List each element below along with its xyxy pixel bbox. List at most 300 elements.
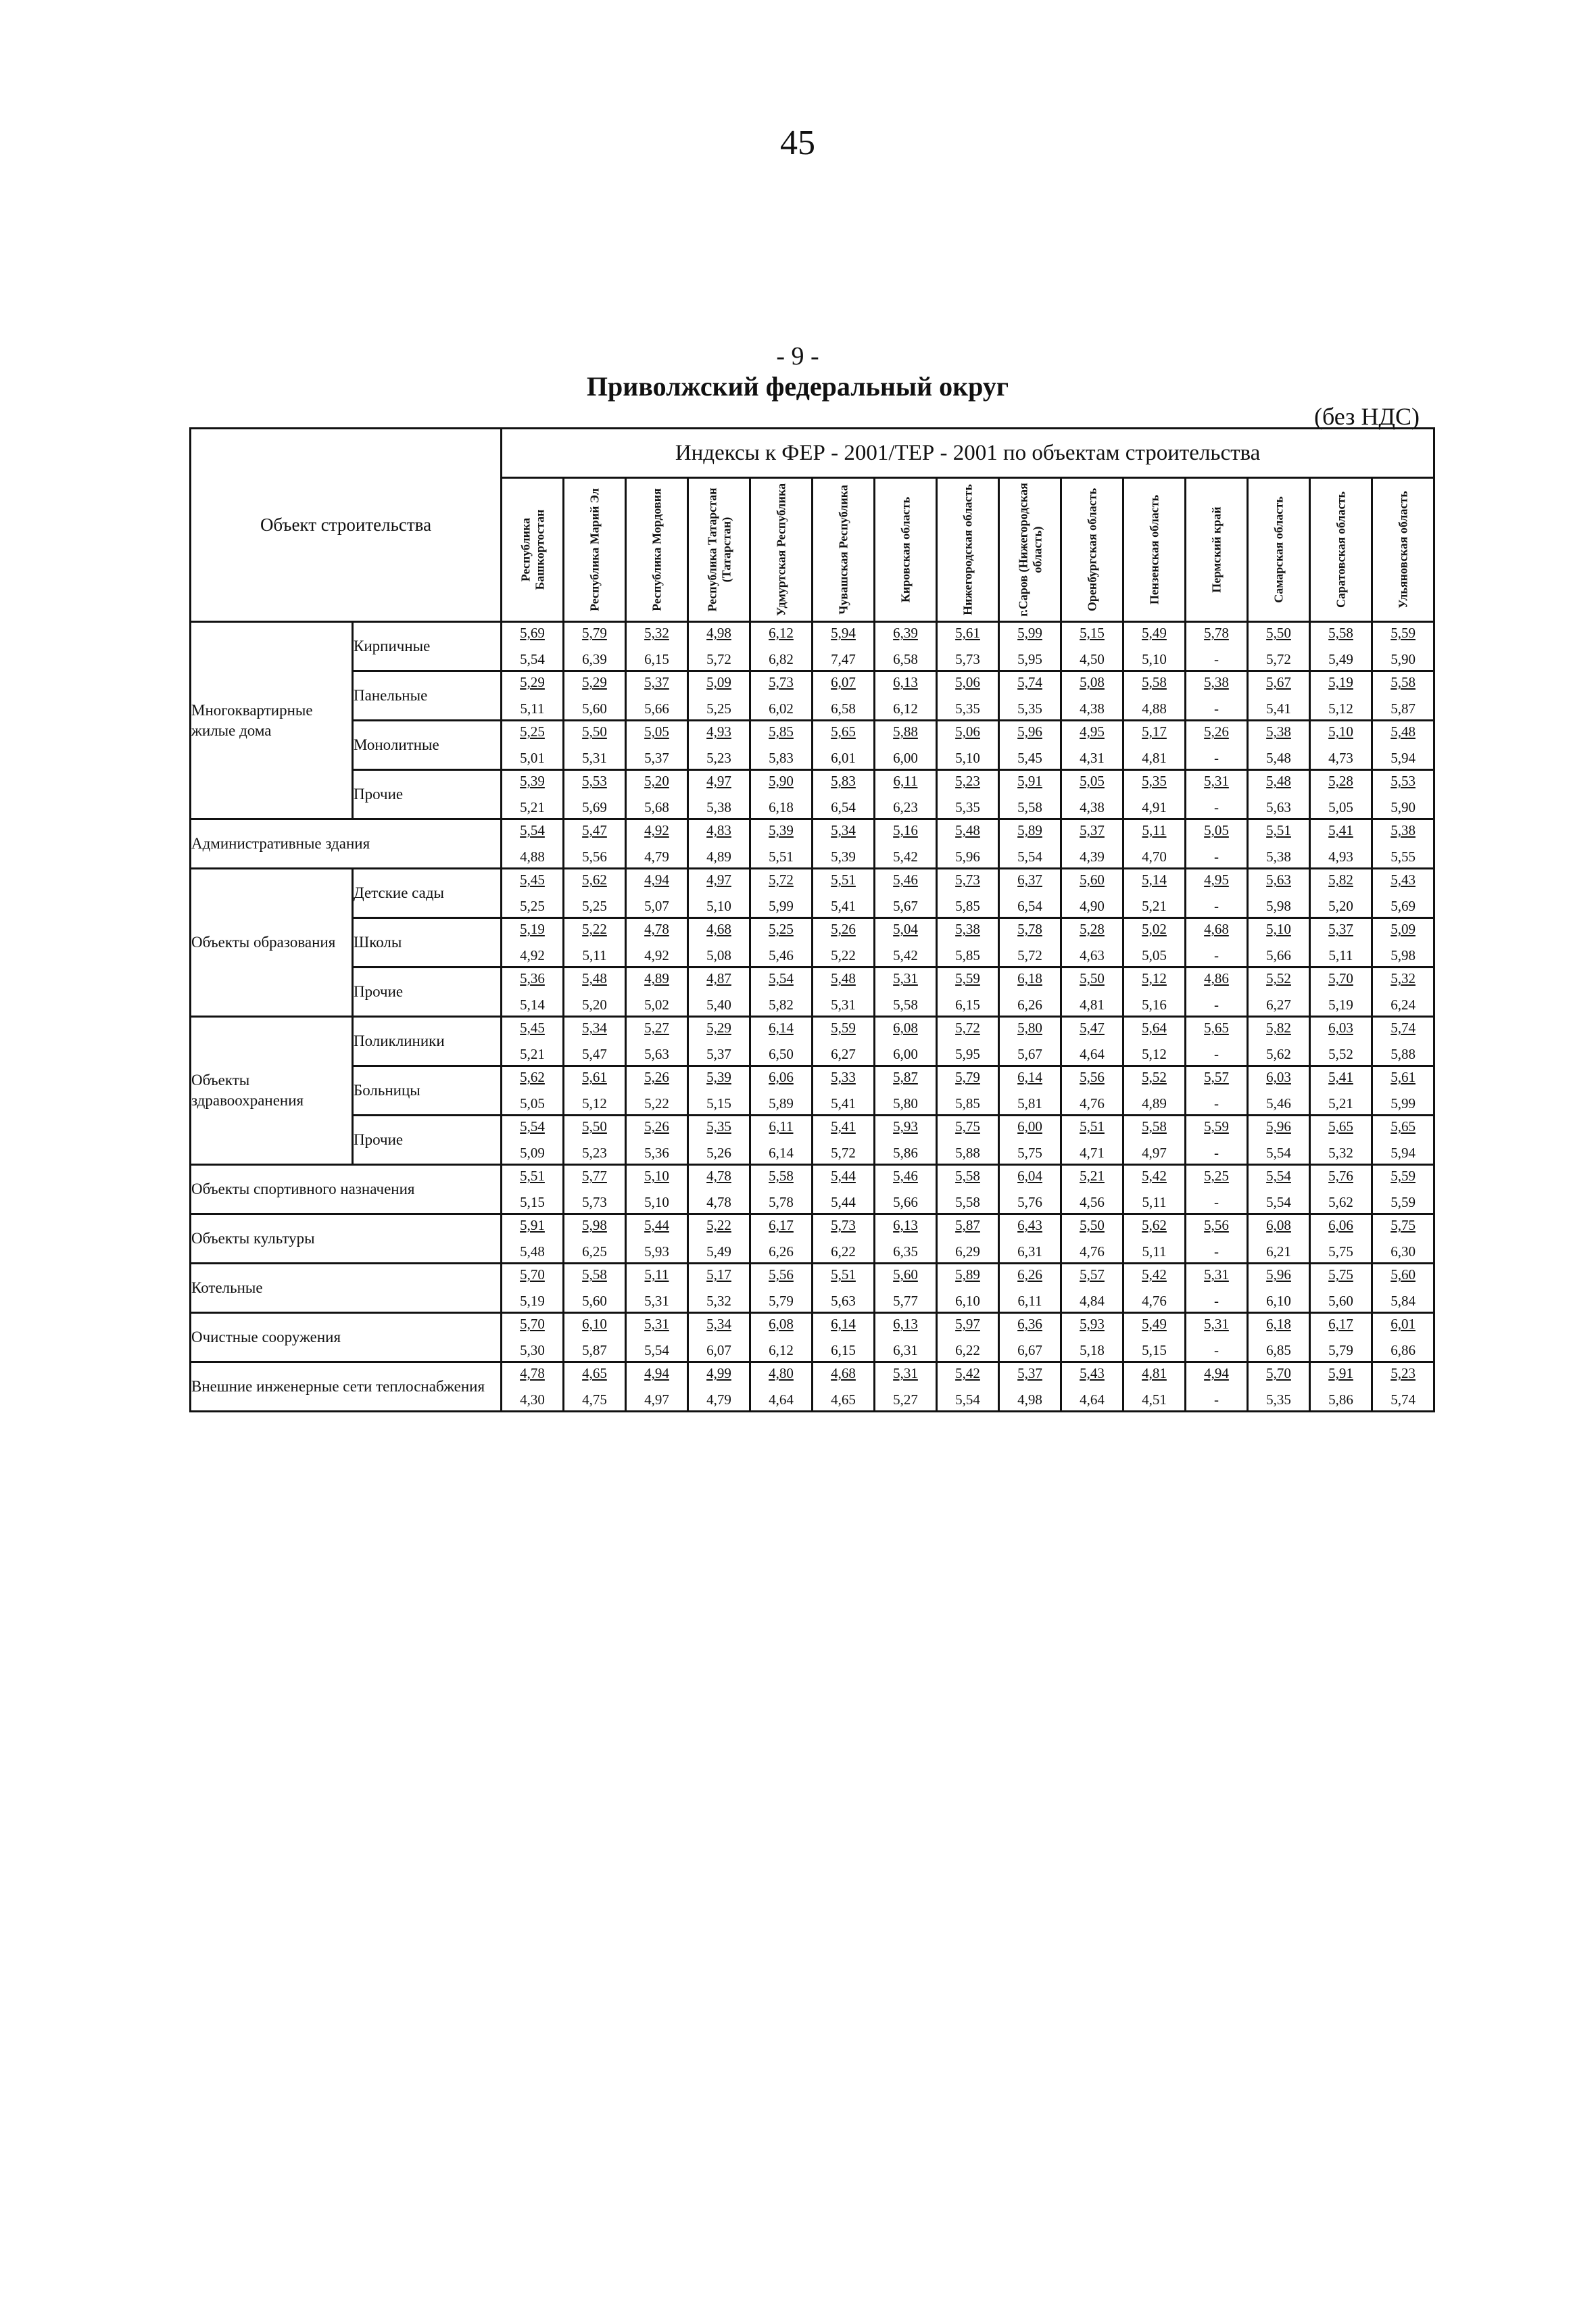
index-value-bottom: 5,02 — [644, 997, 669, 1013]
index-cell — [1061, 1165, 1123, 1214]
index-cell — [750, 1313, 813, 1362]
index-cell — [1123, 819, 1186, 869]
index-cell — [999, 1362, 1061, 1412]
index-cell — [1123, 1116, 1186, 1165]
index-value-bottom: 5,12 — [582, 1095, 607, 1112]
object-header: Объект строительства — [191, 429, 502, 622]
index-value-top: 5,47 — [1080, 1020, 1105, 1036]
object-subtype: Поликлиники — [353, 1017, 502, 1066]
index-value-top: 5,25 — [1204, 1168, 1229, 1184]
index-value-bottom: 5,67 — [1017, 1046, 1042, 1062]
index-value-top: 5,19 — [520, 921, 545, 937]
index-value-bottom: 5,15 — [1142, 1342, 1167, 1358]
index-value-top: 6,00 — [1017, 1118, 1042, 1135]
index-value-bottom: 4,76 — [1080, 1243, 1105, 1260]
index-cell — [1061, 1264, 1123, 1313]
index-value-bottom: 5,54 — [520, 651, 545, 667]
index-value-top: 5,21 — [1080, 1168, 1105, 1184]
index-value-top: 6,18 — [1266, 1316, 1291, 1332]
index-value-bottom: 5,40 — [706, 997, 731, 1013]
index-value-top: 6,04 — [1017, 1168, 1042, 1184]
index-cell — [813, 869, 875, 918]
index-value-top: 5,38 — [1391, 822, 1416, 838]
index-cell — [1310, 1264, 1372, 1313]
index-value-bottom: 5,88 — [1391, 1046, 1416, 1062]
index-value-bottom: 5,41 — [831, 898, 856, 914]
index-value-bottom: 5,54 — [1266, 1194, 1291, 1210]
index-value-bottom: 4,88 — [520, 849, 545, 865]
vat-note: (без НДС) — [1313, 403, 1420, 430]
index-value-bottom: 5,51 — [769, 849, 794, 865]
index-cell — [1248, 968, 1310, 1017]
index-cell — [1248, 671, 1310, 721]
index-value-top: 4,86 — [1204, 970, 1229, 986]
index-value-bottom: 5,99 — [769, 898, 794, 914]
index-value-bottom: 5,49 — [706, 1243, 731, 1260]
index-value-top: 5,61 — [582, 1069, 607, 1085]
index-cell — [688, 819, 750, 869]
index-value-bottom: 4,51 — [1142, 1391, 1167, 1408]
index-value-bottom: 6,10 — [1266, 1293, 1291, 1309]
index-value-top: 6,11 — [769, 1118, 794, 1135]
index-value-top: 5,04 — [893, 921, 918, 937]
index-value-top: 5,96 — [1266, 1118, 1291, 1135]
index-value-bottom: 5,37 — [644, 750, 669, 766]
index-value-bottom: 5,60 — [582, 700, 607, 717]
index-value-bottom: 4,92 — [520, 947, 545, 963]
index-cell — [875, 1116, 937, 1165]
index-value-bottom: 6,58 — [831, 700, 856, 717]
index-cell — [626, 671, 688, 721]
index-value-top: 5,44 — [644, 1217, 669, 1233]
index-value-bottom: 5,54 — [1017, 849, 1042, 865]
index-value-top: 5,46 — [893, 872, 918, 888]
index-value-bottom: 6,12 — [769, 1342, 794, 1358]
index-value-top: 5,14 — [1142, 872, 1167, 888]
index-cell — [1186, 869, 1248, 918]
table-row — [191, 721, 1434, 770]
index-cell — [688, 869, 750, 918]
index-value-bottom: 6,39 — [582, 651, 607, 667]
index-value-top: 6,10 — [582, 1316, 607, 1332]
index-cell — [564, 869, 626, 918]
object-group: Объекты здравоохранения — [191, 1017, 353, 1165]
index-value-top: 5,31 — [893, 1365, 918, 1381]
index-value-bottom: 4,64 — [1080, 1046, 1105, 1062]
index-cell — [688, 1264, 750, 1313]
index-value-top: 6,13 — [893, 1217, 918, 1233]
index-cell — [1186, 1165, 1248, 1214]
index-value-bottom: 5,72 — [1266, 651, 1291, 667]
index-value-bottom: 4,38 — [1080, 799, 1105, 815]
index-value-top: 5,51 — [831, 872, 856, 888]
index-value-top: 5,58 — [955, 1168, 980, 1184]
index-value-bottom: 5,44 — [831, 1194, 856, 1210]
index-value-top: 5,88 — [893, 723, 918, 740]
index-value-top: 5,45 — [520, 1020, 545, 1036]
index-cell — [688, 968, 750, 1017]
index-value-bottom: 6,54 — [1017, 898, 1042, 914]
object-subtype: Монолитные — [353, 721, 502, 770]
index-cell — [1248, 622, 1310, 671]
index-value-bottom: 6,26 — [1017, 997, 1042, 1013]
index-value-bottom: 5,98 — [1391, 947, 1416, 963]
index-cell — [750, 622, 813, 671]
index-value-bottom: 4,88 — [1142, 700, 1167, 717]
index-value-top: 5,20 — [644, 773, 669, 789]
index-value-bottom: 5,86 — [1328, 1391, 1353, 1408]
object-subtype: Прочие — [353, 1116, 502, 1165]
index-value-top: 5,60 — [893, 1266, 918, 1283]
index-value-top: 6,07 — [831, 674, 856, 690]
index-value-top: 5,41 — [1328, 1069, 1353, 1085]
index-value-bottom: 5,35 — [955, 700, 980, 717]
index-value-bottom: 4,65 — [831, 1391, 856, 1408]
index-value-bottom: 6,54 — [831, 799, 856, 815]
index-value-bottom: 5,69 — [582, 799, 607, 815]
index-value-bottom: 5,96 — [955, 849, 980, 865]
index-value-top: 5,49 — [1142, 1316, 1167, 1332]
index-value-bottom: 5,54 — [955, 1391, 980, 1408]
index-value-top: 6,13 — [893, 1316, 918, 1332]
index-cell — [1310, 1214, 1372, 1264]
index-value-top: 5,87 — [893, 1069, 918, 1085]
index-cell — [875, 1165, 937, 1214]
region-label: Республика Мордовия — [650, 488, 664, 611]
index-value-bottom: 5,11 — [520, 700, 545, 717]
region-header — [626, 478, 688, 622]
region-label: Республика Марий Эл — [587, 487, 602, 612]
index-value-top: 5,45 — [520, 872, 545, 888]
index-value-top: 5,43 — [1080, 1365, 1105, 1381]
index-value-bottom: 4,98 — [1017, 1391, 1042, 1408]
index-cell — [564, 1362, 626, 1412]
index-value-bottom: 5,19 — [1328, 997, 1353, 1013]
index-value-bottom: 6,58 — [893, 651, 918, 667]
index-value-top: 5,56 — [1080, 1069, 1105, 1085]
index-value-bottom: 6,07 — [706, 1342, 731, 1358]
index-cell — [502, 1313, 564, 1362]
index-value-bottom: 4,73 — [1328, 750, 1353, 766]
index-value-bottom: 5,32 — [706, 1293, 731, 1309]
index-value-top: 4,95 — [1080, 723, 1105, 740]
index-cell — [813, 819, 875, 869]
index-value-bottom: 5,63 — [831, 1293, 856, 1309]
object-group: Внешние инженерные сети теплоснабжения — [191, 1362, 502, 1412]
table-row — [191, 869, 1434, 918]
index-value-bottom: 6,24 — [1391, 997, 1416, 1013]
index-value-bottom: - — [1214, 1293, 1219, 1309]
index-value-bottom: 5,26 — [706, 1145, 731, 1161]
index-value-bottom: - — [1214, 898, 1219, 914]
index-cell — [875, 1313, 937, 1362]
index-cell — [688, 770, 750, 819]
index-cell — [1123, 1214, 1186, 1264]
index-value-bottom: 6,31 — [893, 1342, 918, 1358]
index-value-bottom: 6,00 — [893, 750, 918, 766]
index-value-top: 5,98 — [582, 1217, 607, 1233]
index-value-bottom: 6,26 — [769, 1243, 794, 1260]
region-header — [1248, 478, 1310, 622]
object-subtype: Больницы — [353, 1066, 502, 1116]
index-value-top: 5,28 — [1080, 921, 1105, 937]
table-row — [191, 819, 1434, 869]
index-value-bottom: 5,58 — [955, 1194, 980, 1210]
index-value-top: 5,59 — [831, 1020, 856, 1036]
index-value-top: 5,35 — [1142, 773, 1167, 789]
index-cell — [1123, 622, 1186, 671]
index-value-bottom: - — [1214, 1194, 1219, 1210]
index-value-top: 4,92 — [644, 822, 669, 838]
index-cell — [1372, 819, 1434, 869]
table-row — [191, 1116, 1434, 1165]
index-value-bottom: 4,92 — [644, 947, 669, 963]
index-value-top: 5,57 — [1204, 1069, 1229, 1085]
index-value-bottom: 4,89 — [1142, 1095, 1167, 1112]
index-value-top: 6,01 — [1391, 1316, 1416, 1332]
index-value-top: 5,54 — [520, 822, 545, 838]
index-cell — [1372, 671, 1434, 721]
index-cell — [1310, 819, 1372, 869]
index-cell — [1123, 1165, 1186, 1214]
index-cell — [750, 721, 813, 770]
index-cell — [564, 918, 626, 968]
index-value-top: 5,43 — [1391, 872, 1416, 888]
index-value-bottom: 5,10 — [955, 750, 980, 766]
index-cell — [502, 968, 564, 1017]
index-value-top: 5,60 — [1080, 872, 1105, 888]
index-value-top: 6,06 — [1328, 1217, 1353, 1233]
index-value-top: 5,89 — [1017, 822, 1042, 838]
index-value-bottom: 5,20 — [1328, 898, 1353, 914]
index-cell — [999, 819, 1061, 869]
region-label: Республика Башкортостан — [518, 509, 546, 590]
region-header — [564, 478, 626, 622]
index-value-top: 5,58 — [1328, 625, 1353, 641]
index-value-bottom: 5,81 — [1017, 1095, 1042, 1112]
index-value-bottom: 5,55 — [1391, 849, 1416, 865]
index-cell — [750, 918, 813, 968]
index-cell — [1123, 968, 1186, 1017]
index-cell — [875, 819, 937, 869]
index-value-bottom: 5,63 — [1266, 799, 1291, 815]
table-row — [191, 918, 1434, 968]
index-value-top: 6,08 — [893, 1020, 918, 1036]
index-cell — [626, 1165, 688, 1214]
index-cell — [1372, 918, 1434, 968]
index-value-top: 5,29 — [706, 1020, 731, 1036]
index-value-top: 5,10 — [1266, 921, 1291, 937]
index-value-bottom: 5,38 — [1266, 849, 1291, 865]
index-value-top: 5,80 — [1017, 1020, 1042, 1036]
index-value-bottom: 5,39 — [831, 849, 856, 865]
index-value-top: 5,49 — [1142, 625, 1167, 641]
index-cell — [1248, 1017, 1310, 1066]
index-cell — [626, 770, 688, 819]
region-label: Самарская область — [1272, 496, 1286, 603]
index-value-top: 5,48 — [955, 822, 980, 838]
index-table — [189, 427, 1435, 1412]
index-cell — [564, 1116, 626, 1165]
index-value-top: 5,17 — [706, 1266, 731, 1283]
index-value-top: 4,81 — [1142, 1365, 1167, 1381]
index-value-top: 5,82 — [1328, 872, 1353, 888]
region-header — [502, 478, 564, 622]
index-cell — [813, 721, 875, 770]
index-cell — [1123, 1362, 1186, 1412]
index-value-top: 6,03 — [1328, 1020, 1353, 1036]
index-value-top: 5,36 — [520, 970, 545, 986]
index-value-bottom: 5,42 — [893, 947, 918, 963]
index-cell — [564, 770, 626, 819]
index-cell — [1310, 1313, 1372, 1362]
index-value-bottom: 6,11 — [1017, 1293, 1042, 1309]
index-value-top: 4,99 — [706, 1365, 731, 1381]
index-value-top: 5,42 — [1142, 1266, 1167, 1283]
index-value-top: 5,97 — [955, 1316, 980, 1332]
index-value-bottom: 5,72 — [706, 651, 731, 667]
index-cell — [502, 819, 564, 869]
index-cell — [1123, 671, 1186, 721]
index-cell — [502, 671, 564, 721]
index-value-top: 4,95 — [1204, 872, 1229, 888]
index-cell — [999, 1313, 1061, 1362]
index-cell — [688, 918, 750, 968]
index-cell — [1248, 721, 1310, 770]
index-cell — [502, 1362, 564, 1412]
index-value-top: 5,91 — [1017, 773, 1042, 789]
index-value-top: 4,78 — [520, 1365, 545, 1381]
index-cell — [1372, 1066, 1434, 1116]
index-value-bottom: 5,42 — [893, 849, 918, 865]
region-header — [1310, 478, 1372, 622]
index-value-top: 5,26 — [831, 921, 856, 937]
index-cell — [1123, 721, 1186, 770]
index-cell — [1372, 869, 1434, 918]
index-cell — [750, 819, 813, 869]
index-cell — [502, 1017, 564, 1066]
index-cell — [1310, 671, 1372, 721]
index-cell — [1248, 1214, 1310, 1264]
index-value-top: 5,62 — [1142, 1217, 1167, 1233]
index-value-top: 5,22 — [582, 921, 607, 937]
index-value-top: 5,05 — [1080, 773, 1105, 789]
index-cell — [999, 1017, 1061, 1066]
index-value-bottom: 5,31 — [582, 750, 607, 766]
index-value-top: 4,97 — [706, 773, 731, 789]
index-value-bottom: 5,95 — [1017, 651, 1042, 667]
index-value-top: 5,51 — [1080, 1118, 1105, 1135]
index-cell — [1061, 1214, 1123, 1264]
index-value-bottom: - — [1214, 750, 1219, 766]
index-value-bottom: 4,30 — [520, 1391, 545, 1408]
index-value-top: 5,78 — [1017, 921, 1042, 937]
index-value-bottom: 5,32 — [1328, 1145, 1353, 1161]
index-value-bottom: 4,78 — [706, 1194, 731, 1210]
index-cell — [750, 1362, 813, 1412]
index-value-bottom: 5,56 — [582, 849, 607, 865]
region-label: Оренбургская область — [1085, 487, 1099, 612]
index-cell — [1248, 1264, 1310, 1313]
region-header — [688, 478, 750, 622]
index-value-top: 5,34 — [582, 1020, 607, 1036]
index-cell — [875, 1362, 937, 1412]
index-cell — [813, 1116, 875, 1165]
index-value-top: 5,53 — [1391, 773, 1416, 789]
index-value-top: 5,26 — [644, 1069, 669, 1085]
index-value-bottom: 5,69 — [1391, 898, 1416, 914]
index-value-top: 6,13 — [893, 674, 918, 690]
index-cell — [626, 819, 688, 869]
index-value-top: 4,80 — [769, 1365, 794, 1381]
index-cell — [502, 869, 564, 918]
index-value-top: 5,58 — [769, 1168, 794, 1184]
region-label: Нижегородская область — [961, 484, 975, 615]
index-value-top: 5,72 — [955, 1020, 980, 1036]
index-value-bottom: 4,91 — [1142, 799, 1167, 815]
index-value-top: 5,38 — [1266, 723, 1291, 740]
region-header — [1123, 478, 1186, 622]
index-cell — [937, 770, 999, 819]
index-cell — [1310, 869, 1372, 918]
index-value-bottom: 5,23 — [582, 1145, 607, 1161]
index-cell — [626, 869, 688, 918]
index-value-bottom: 5,93 — [644, 1243, 669, 1260]
index-cell — [937, 918, 999, 968]
index-value-top: 6,36 — [1017, 1316, 1042, 1332]
page-number: 45 — [780, 124, 815, 162]
index-value-bottom: 6,00 — [893, 1046, 918, 1062]
index-cell — [999, 1214, 1061, 1264]
index-value-top: 5,57 — [1080, 1266, 1105, 1283]
index-cell — [813, 1313, 875, 1362]
index-cell — [875, 721, 937, 770]
region-header — [1061, 478, 1123, 622]
index-value-bottom: - — [1214, 700, 1219, 717]
index-cell — [502, 770, 564, 819]
index-value-top: 5,82 — [1266, 1020, 1291, 1036]
index-cell — [1248, 1116, 1310, 1165]
index-value-top: 5,48 — [1391, 723, 1416, 740]
region-label: Чувашская Республика — [836, 485, 850, 615]
index-value-bottom: 5,25 — [520, 898, 545, 914]
table-row — [191, 1313, 1434, 1362]
index-value-bottom: 5,31 — [644, 1293, 669, 1309]
index-value-bottom: 5,98 — [1266, 898, 1291, 914]
index-cell — [1061, 1066, 1123, 1116]
index-cell — [688, 1116, 750, 1165]
index-cell — [1061, 918, 1123, 968]
index-value-top: 5,65 — [1391, 1118, 1416, 1135]
index-value-top: 5,90 — [769, 773, 794, 789]
table-row — [191, 1214, 1434, 1264]
index-cell — [937, 1116, 999, 1165]
index-value-top: 5,87 — [955, 1217, 980, 1233]
index-value-top: 5,99 — [1017, 625, 1042, 641]
index-cell — [626, 968, 688, 1017]
index-cell — [1186, 1116, 1248, 1165]
index-cell — [999, 918, 1061, 968]
object-group: Административные здания — [191, 819, 502, 869]
index-value-bottom: 5,76 — [1017, 1194, 1042, 1210]
index-cell — [875, 1214, 937, 1264]
index-value-bottom: 5,36 — [644, 1145, 669, 1161]
index-cell — [564, 968, 626, 1017]
index-value-top: 5,58 — [582, 1266, 607, 1283]
index-value-top: 4,89 — [644, 970, 669, 986]
index-cell — [1123, 1066, 1186, 1116]
object-group: Объекты спортивного назначения — [191, 1165, 502, 1214]
